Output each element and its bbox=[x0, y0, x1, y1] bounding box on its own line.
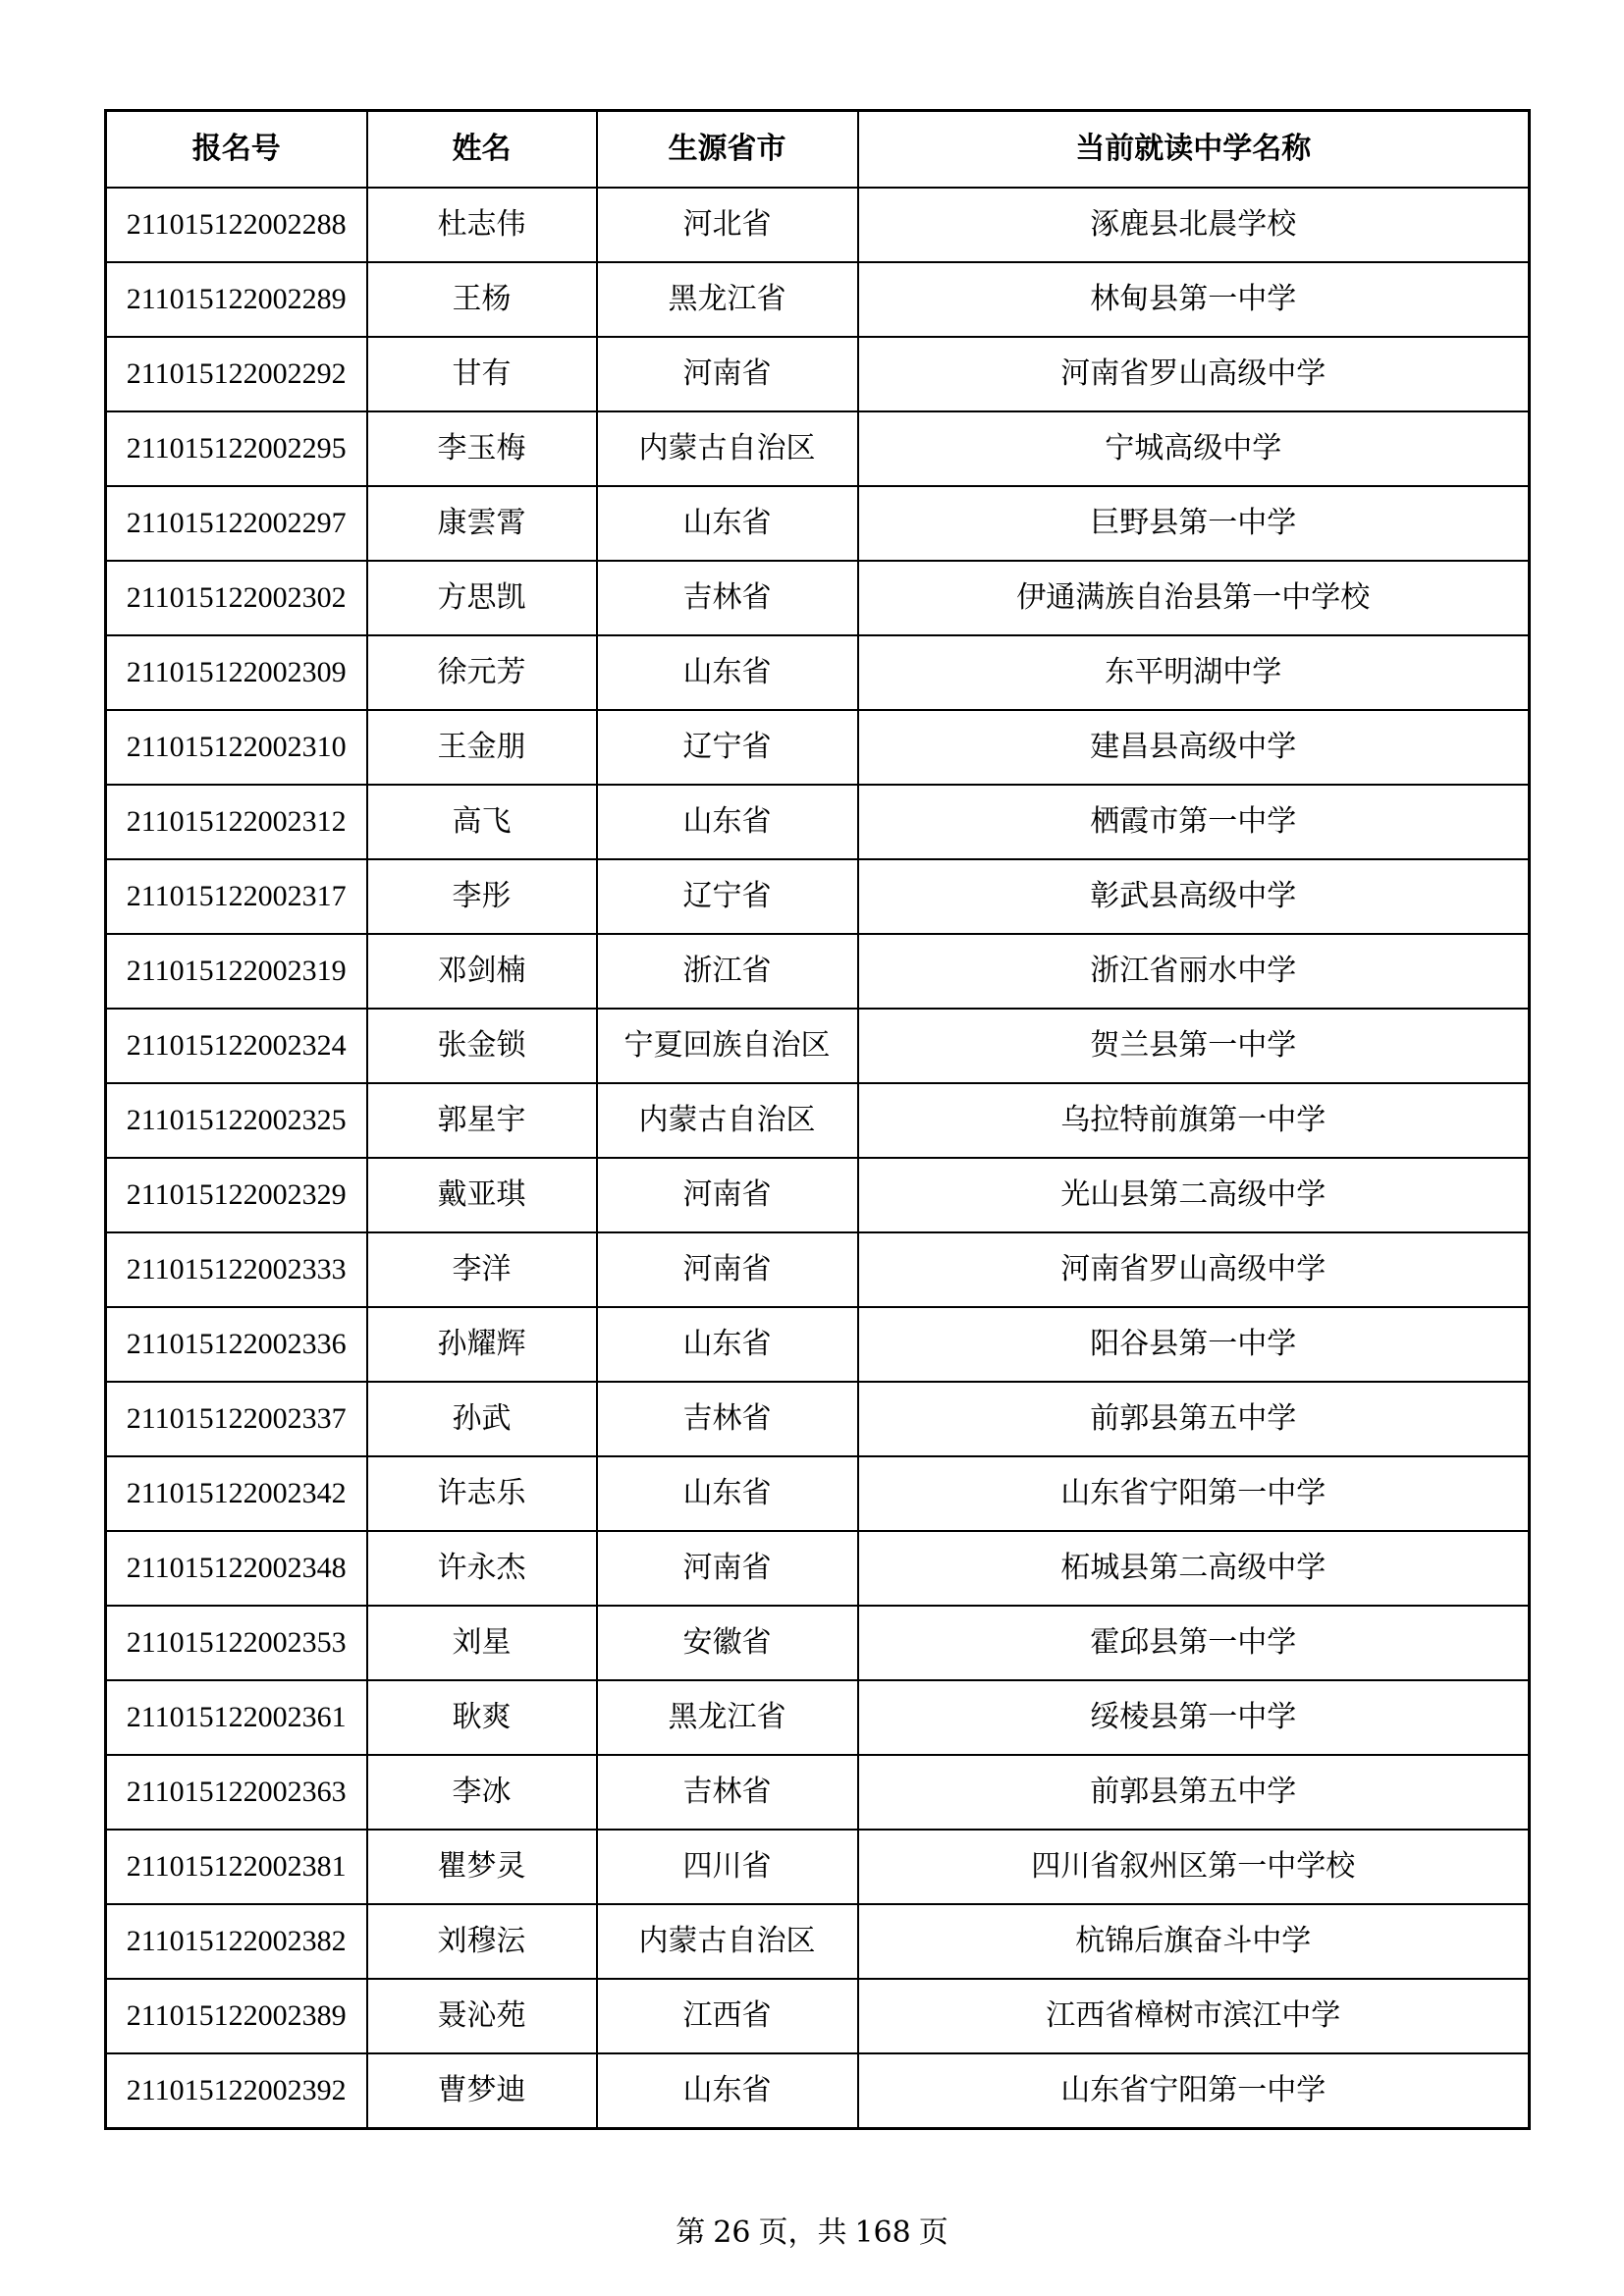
table-row bbox=[106, 411, 1530, 486]
cell-school: 四川省叙州区第一中学校 bbox=[858, 1830, 1530, 1904]
cell-school: 浙江省丽水中学 bbox=[858, 934, 1530, 1009]
cell-province: 浙江省 bbox=[597, 934, 858, 1009]
cell-school: 阳谷县第一中学 bbox=[858, 1307, 1530, 1382]
cell-school: 绥棱县第一中学 bbox=[858, 1680, 1530, 1755]
table-row bbox=[106, 1755, 1530, 1830]
cell-name: 张金锁 bbox=[367, 1009, 597, 1083]
cell-province: 黑龙江省 bbox=[597, 262, 858, 337]
cell-registration-number: 211015122002353 bbox=[106, 1606, 367, 1680]
cell-name: 郭星宇 bbox=[367, 1083, 597, 1158]
table-row bbox=[106, 1232, 1530, 1307]
cell-school: 柘城县第二高级中学 bbox=[858, 1531, 1530, 1606]
table-row bbox=[106, 635, 1530, 710]
table-row bbox=[106, 1158, 1530, 1232]
cell-school: 东平明湖中学 bbox=[858, 635, 1530, 710]
cell-school: 彰武县高级中学 bbox=[858, 859, 1530, 934]
cell-province: 吉林省 bbox=[597, 561, 858, 635]
cell-province: 内蒙古自治区 bbox=[597, 1083, 858, 1158]
table-row bbox=[106, 337, 1530, 411]
cell-province: 内蒙古自治区 bbox=[597, 1904, 858, 1979]
cell-name: 王金朋 bbox=[367, 710, 597, 785]
cell-name: 高飞 bbox=[367, 785, 597, 859]
cell-registration-number: 211015122002309 bbox=[106, 635, 367, 710]
cell-name: 戴亚琪 bbox=[367, 1158, 597, 1232]
cell-name: 甘有 bbox=[367, 337, 597, 411]
cell-name: 徐元芳 bbox=[367, 635, 597, 710]
cell-name: 许志乐 bbox=[367, 1456, 597, 1531]
table-row bbox=[106, 2053, 1530, 2129]
cell-registration-number: 211015122002292 bbox=[106, 337, 367, 411]
table-row bbox=[106, 1307, 1530, 1382]
cell-name: 瞿梦灵 bbox=[367, 1830, 597, 1904]
cell-province: 山东省 bbox=[597, 785, 858, 859]
table-row bbox=[106, 1979, 1530, 2053]
cell-name: 康雲霄 bbox=[367, 486, 597, 561]
cell-name: 杜志伟 bbox=[367, 188, 597, 262]
table-row bbox=[106, 1531, 1530, 1606]
cell-registration-number: 211015122002302 bbox=[106, 561, 367, 635]
cell-registration-number: 211015122002342 bbox=[106, 1456, 367, 1531]
table-row bbox=[106, 710, 1530, 785]
cell-registration-number: 211015122002324 bbox=[106, 1009, 367, 1083]
cell-name: 李冰 bbox=[367, 1755, 597, 1830]
cell-name: 许永杰 bbox=[367, 1531, 597, 1606]
page-footer bbox=[0, 2208, 1624, 2251]
table-row bbox=[106, 1606, 1530, 1680]
cell-province: 河南省 bbox=[597, 337, 858, 411]
cell-name: 耿爽 bbox=[367, 1680, 597, 1755]
cell-registration-number: 211015122002310 bbox=[106, 710, 367, 785]
cell-school: 林甸县第一中学 bbox=[858, 262, 1530, 337]
cell-registration-number: 211015122002295 bbox=[106, 411, 367, 486]
cell-name: 孙武 bbox=[367, 1382, 597, 1456]
cell-school: 前郭县第五中学 bbox=[858, 1755, 1530, 1830]
cell-registration-number: 211015122002348 bbox=[106, 1531, 367, 1606]
cell-name: 曹梦迪 bbox=[367, 2053, 597, 2129]
table-row bbox=[106, 1680, 1530, 1755]
cell-school: 山东省宁阳第一中学 bbox=[858, 2053, 1530, 2129]
cell-province: 内蒙古自治区 bbox=[597, 411, 858, 486]
cell-registration-number: 211015122002289 bbox=[106, 262, 367, 337]
cell-province: 河南省 bbox=[597, 1232, 858, 1307]
header-name: 姓名 bbox=[367, 111, 597, 189]
table-row bbox=[106, 1456, 1530, 1531]
cell-school: 巨野县第一中学 bbox=[858, 486, 1530, 561]
cell-name: 刘星 bbox=[367, 1606, 597, 1680]
cell-school: 宁城高级中学 bbox=[858, 411, 1530, 486]
cell-province: 河南省 bbox=[597, 1158, 858, 1232]
cell-registration-number: 211015122002288 bbox=[106, 188, 367, 262]
cell-province: 安徽省 bbox=[597, 1606, 858, 1680]
footer-total-suffix: 页 bbox=[918, 2215, 948, 2250]
cell-name: 李玉梅 bbox=[367, 411, 597, 486]
cell-registration-number: 211015122002361 bbox=[106, 1680, 367, 1755]
cell-name: 李彤 bbox=[367, 859, 597, 934]
cell-school: 伊通满族自治县第一中学校 bbox=[858, 561, 1530, 635]
cell-name: 聂沁苑 bbox=[367, 1979, 597, 2053]
cell-registration-number: 211015122002392 bbox=[106, 2053, 367, 2129]
cell-province: 江西省 bbox=[597, 1979, 858, 2053]
cell-name: 方思凯 bbox=[367, 561, 597, 635]
cell-name: 邓剑楠 bbox=[367, 934, 597, 1009]
table-row bbox=[106, 561, 1530, 635]
cell-school: 涿鹿县北晨学校 bbox=[858, 188, 1530, 262]
cell-registration-number: 211015122002312 bbox=[106, 785, 367, 859]
cell-province: 山东省 bbox=[597, 486, 858, 561]
footer-page-suffix: 页，共 bbox=[758, 2215, 847, 2250]
cell-registration-number: 211015122002382 bbox=[106, 1904, 367, 1979]
cell-registration-number: 211015122002297 bbox=[106, 486, 367, 561]
admission-table bbox=[104, 109, 1531, 2130]
cell-province: 辽宁省 bbox=[597, 710, 858, 785]
cell-school: 贺兰县第一中学 bbox=[858, 1009, 1530, 1083]
table-row bbox=[106, 1083, 1530, 1158]
table-row bbox=[106, 486, 1530, 561]
table-row bbox=[106, 859, 1530, 934]
cell-province: 黑龙江省 bbox=[597, 1680, 858, 1755]
cell-school: 江西省樟树市滨江中学 bbox=[858, 1979, 1530, 2053]
cell-school: 光山县第二高级中学 bbox=[858, 1158, 1530, 1232]
table-header bbox=[106, 111, 1530, 189]
footer-prefix: 第 bbox=[676, 2215, 706, 2250]
cell-name: 王杨 bbox=[367, 262, 597, 337]
cell-school: 山东省宁阳第一中学 bbox=[858, 1456, 1530, 1531]
table-row bbox=[106, 1904, 1530, 1979]
table-row bbox=[106, 188, 1530, 262]
cell-province: 辽宁省 bbox=[597, 859, 858, 934]
cell-registration-number: 211015122002317 bbox=[106, 859, 367, 934]
cell-school: 河南省罗山高级中学 bbox=[858, 1232, 1530, 1307]
cell-registration-number: 211015122002329 bbox=[106, 1158, 367, 1232]
cell-registration-number: 211015122002389 bbox=[106, 1979, 367, 2053]
cell-name: 李洋 bbox=[367, 1232, 597, 1307]
cell-province: 山东省 bbox=[597, 1456, 858, 1531]
cell-province: 宁夏回族自治区 bbox=[597, 1009, 858, 1083]
cell-registration-number: 211015122002333 bbox=[106, 1232, 367, 1307]
cell-school: 建昌县高级中学 bbox=[858, 710, 1530, 785]
header-row bbox=[106, 111, 1530, 189]
header-school: 当前就读中学名称 bbox=[858, 111, 1530, 189]
cell-province: 山东省 bbox=[597, 635, 858, 710]
cell-school: 杭锦后旗奋斗中学 bbox=[858, 1904, 1530, 1979]
cell-registration-number: 211015122002337 bbox=[106, 1382, 367, 1456]
cell-school: 栖霞市第一中学 bbox=[858, 785, 1530, 859]
cell-province: 吉林省 bbox=[597, 1755, 858, 1830]
table-row bbox=[106, 1009, 1530, 1083]
cell-registration-number: 211015122002325 bbox=[106, 1083, 367, 1158]
cell-province: 山东省 bbox=[597, 1307, 858, 1382]
cell-school: 乌拉特前旗第一中学 bbox=[858, 1083, 1530, 1158]
cell-school: 前郭县第五中学 bbox=[858, 1382, 1530, 1456]
header-province: 生源省市 bbox=[597, 111, 858, 189]
footer-page-number: 26 bbox=[713, 2215, 751, 2250]
cell-registration-number: 211015122002319 bbox=[106, 934, 367, 1009]
cell-province: 山东省 bbox=[597, 2053, 858, 2129]
cell-registration-number: 211015122002381 bbox=[106, 1830, 367, 1904]
cell-province: 河北省 bbox=[597, 188, 858, 262]
table-row bbox=[106, 262, 1530, 337]
cell-school: 霍邱县第一中学 bbox=[858, 1606, 1530, 1680]
cell-province: 河南省 bbox=[597, 1531, 858, 1606]
table-row bbox=[106, 1382, 1530, 1456]
cell-registration-number: 211015122002363 bbox=[106, 1755, 367, 1830]
cell-school: 河南省罗山高级中学 bbox=[858, 337, 1530, 411]
cell-province: 四川省 bbox=[597, 1830, 858, 1904]
table-row bbox=[106, 785, 1530, 859]
cell-province: 吉林省 bbox=[597, 1382, 858, 1456]
cell-name: 孙耀辉 bbox=[367, 1307, 597, 1382]
table-body bbox=[106, 188, 1530, 2129]
cell-registration-number: 211015122002336 bbox=[106, 1307, 367, 1382]
table-row bbox=[106, 934, 1530, 1009]
table-row bbox=[106, 1830, 1530, 1904]
header-registration-number: 报名号 bbox=[106, 111, 367, 189]
footer-total-pages: 168 bbox=[854, 2215, 911, 2250]
cell-name: 刘穆沄 bbox=[367, 1904, 597, 1979]
